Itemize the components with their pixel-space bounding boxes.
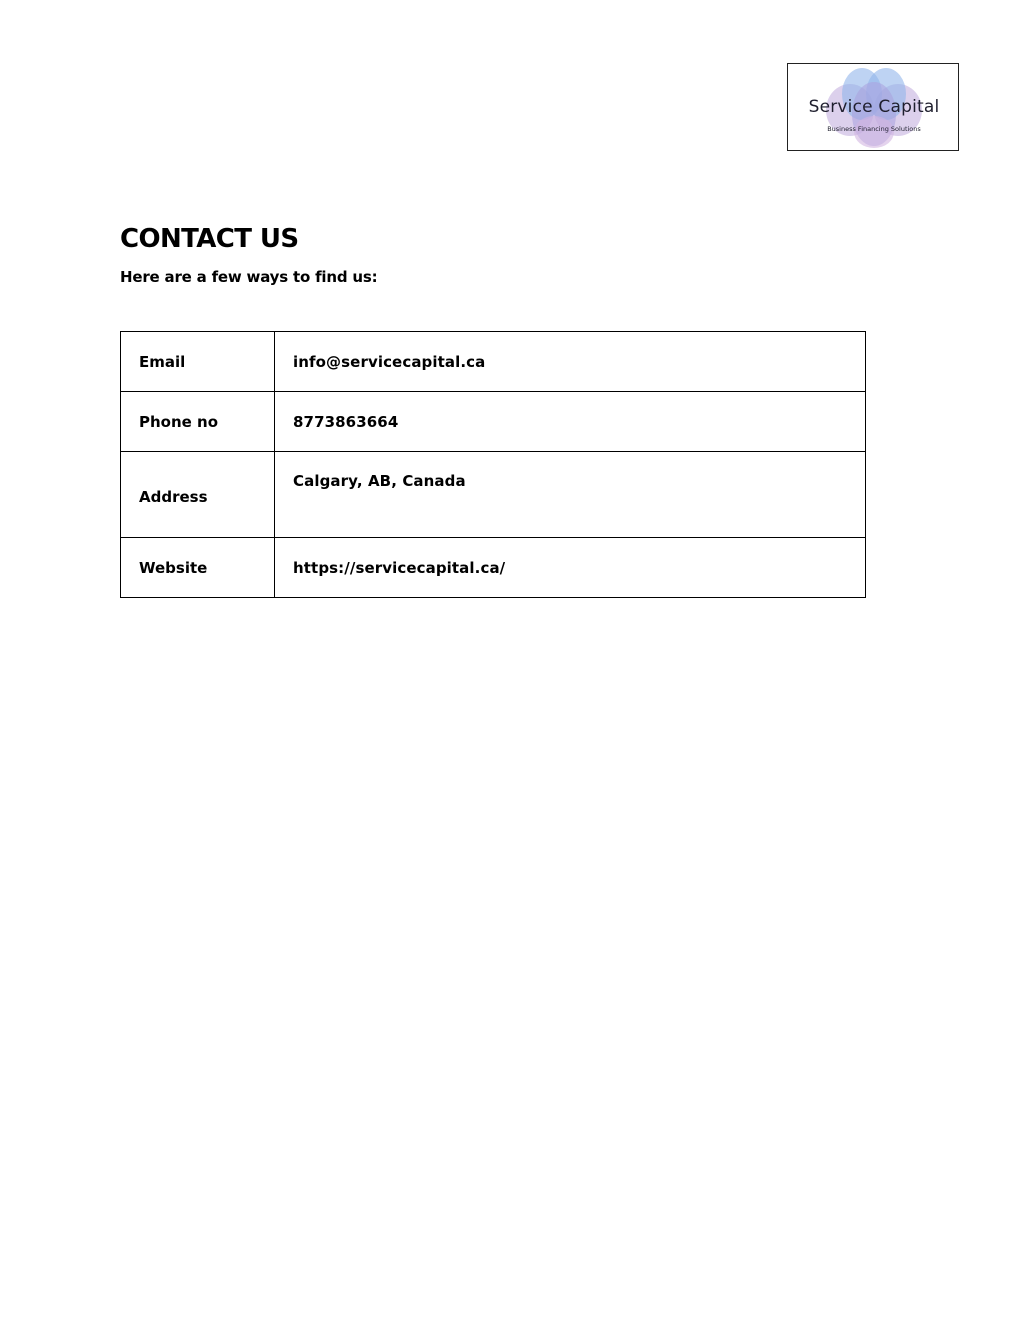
table-row-address — [121, 452, 866, 538]
phone-label: Phone no — [121, 392, 275, 452]
page-subtitle: Here are a few ways to find us: — [120, 268, 378, 286]
company-logo — [787, 63, 959, 151]
email-label: Email — [121, 332, 275, 392]
contact-table — [120, 331, 866, 598]
address-value: Calgary, AB, Canada — [275, 452, 866, 538]
address-label: Address — [121, 452, 275, 538]
phone-value: 8773863664 — [275, 392, 866, 452]
table-row-website — [121, 538, 866, 598]
page-title: CONTACT US — [120, 224, 299, 254]
website-value[interactable]: https://servicecapital.ca/ — [275, 538, 866, 598]
website-label: Website — [121, 538, 275, 598]
table-row-phone — [121, 392, 866, 452]
logo-tagline: Business Financing Solutions — [827, 125, 921, 133]
logo-name: Service Capital — [808, 97, 940, 117]
table-row-email — [121, 332, 866, 392]
email-value[interactable]: info@servicecapital.ca — [275, 332, 866, 392]
